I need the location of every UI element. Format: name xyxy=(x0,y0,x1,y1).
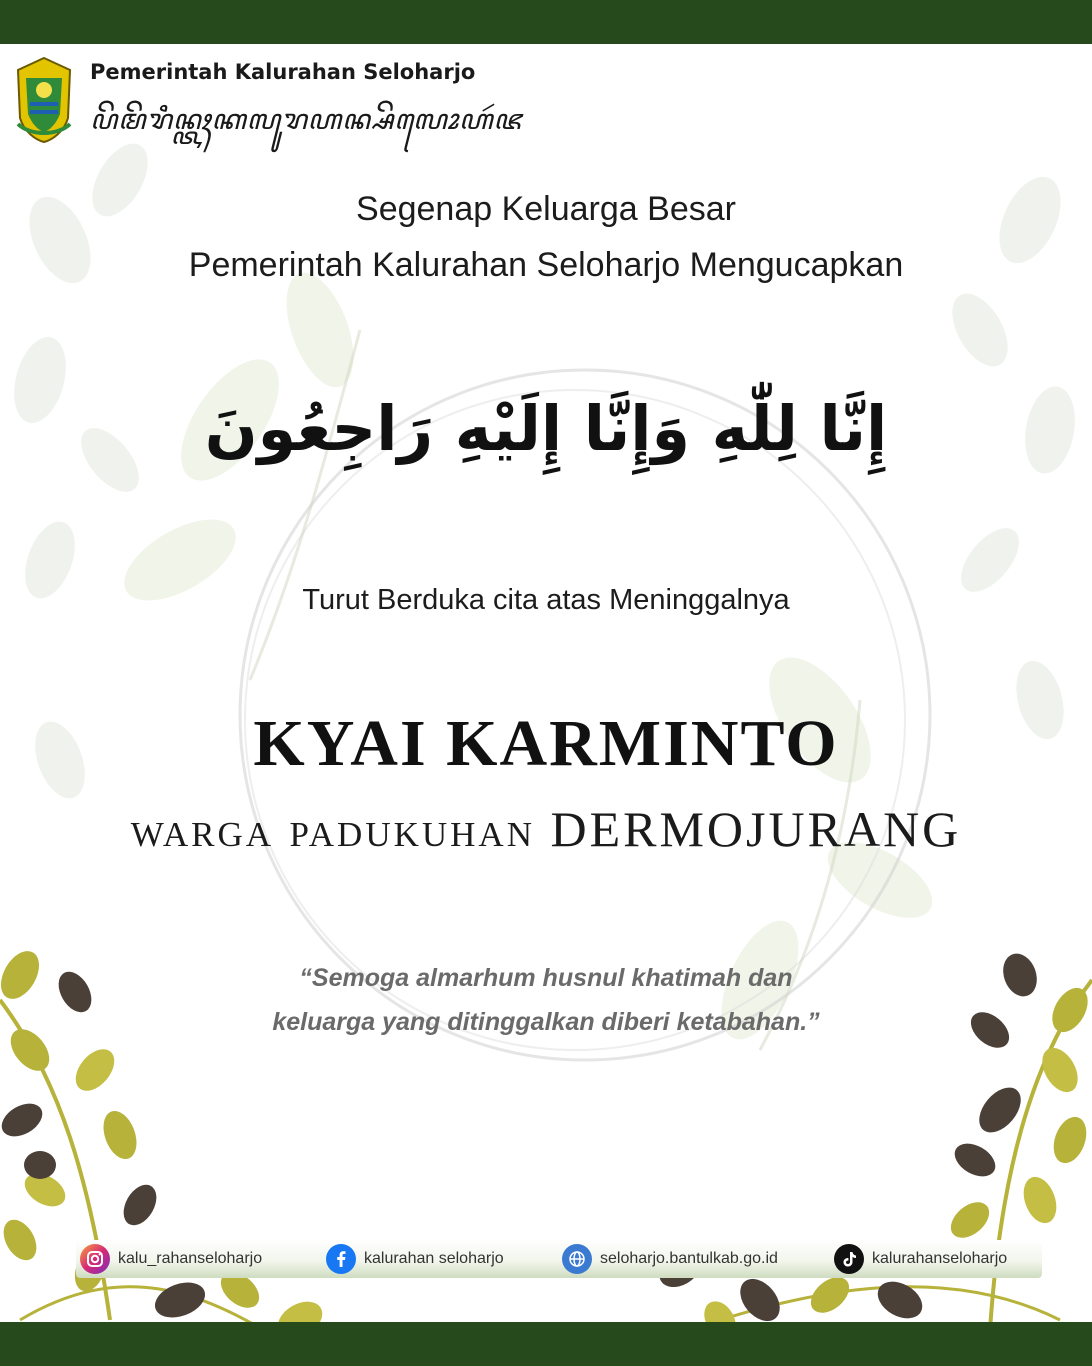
website-url: seloharjo.bantulkab.go.id xyxy=(600,1250,778,1267)
social-instagram[interactable] xyxy=(80,1240,262,1278)
condolence-text: Turut Berduka cita atas Meninggalnya xyxy=(302,584,790,616)
istirja-calligraphy: إِنَّا لِلّٰهِ وَإِنَّا إِلَيْهِ رَاجِعُونَ xyxy=(204,392,888,465)
deceased-name: KYAI KARMINTO xyxy=(253,707,839,780)
facebook-icon xyxy=(326,1244,356,1274)
prayer-line-1: “Semoga almarhum husnul khatimah dan xyxy=(299,964,793,992)
facebook-handle: kalurahan seloharjo xyxy=(364,1250,504,1267)
social-tiktok[interactable] xyxy=(834,1240,1007,1278)
organization-name: Pemerintah Kalurahan Seloharjo xyxy=(90,60,476,84)
kalurahan-emblem-icon xyxy=(12,54,76,146)
social-website[interactable] xyxy=(562,1240,778,1278)
prayer-line-2: keluarga yang ditinggalkan diberi ketabahan.” xyxy=(272,1008,820,1036)
instagram-icon xyxy=(80,1244,110,1274)
globe-icon xyxy=(562,1244,592,1274)
social-media-bar xyxy=(76,1240,1042,1278)
social-facebook[interactable] xyxy=(326,1240,504,1278)
deceased-origin: warga padukuhan DERMOJURANG xyxy=(130,801,962,857)
tiktok-handle: kalurahanseloharjo xyxy=(872,1250,1008,1267)
greeting-line-1: Segenap Keluarga Besar xyxy=(356,190,736,228)
bottom-bar xyxy=(0,1322,1092,1366)
greeting-line-2: Pemerintah Kalurahan Seloharjo Mengucapkan xyxy=(188,246,904,284)
tiktok-icon xyxy=(834,1244,864,1274)
organization-name-javanese-script: ꦥꦼꦩꦼꦫꦶꦤ꧀ꦠꦃꦏꦭꦸꦫꦲꦤ꧀ꦱꦼꦭꦺꦴꦲꦂꦗ xyxy=(90,103,523,136)
instagram-handle: kalu_rahanseloharjo xyxy=(118,1250,263,1267)
